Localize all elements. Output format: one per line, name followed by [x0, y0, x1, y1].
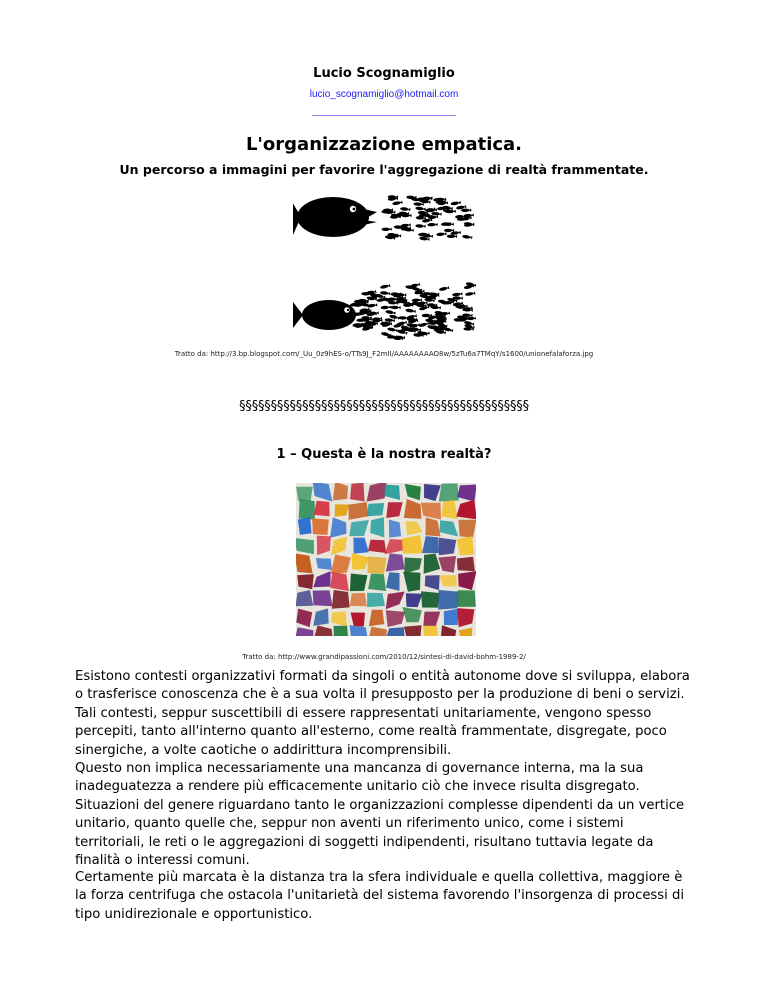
figure1-caption: Tratto da: http://3.bp.blogspot.com/_Uu_0z9hES-o/TTs9J_F2mII/AAAAAAAAO8w/5zTu6a7TMqY/s1600/unionefalaforza.jpg — [174, 350, 594, 358]
document-title: L'organizzazione empatica. — [245, 134, 523, 155]
fish-illustration — [293, 190, 476, 340]
document-subtitle: Un percorso a immagini per favorire l'aggregazione di realtà frammentate. — [119, 162, 649, 177]
paragraph-2: Questo non implica necessariamente una mancanza di governance interna, ma la sua inadeguatezza a rendere più efficacemente unitario ciò che invece risulta disgregato. Situazioni del genere riguardano tanto le organizzazioni complesse dipendenti da un vertice unitario, quanto quelle che, seppur non aventi un riferimento unico, come i sistemi territoriali, le reti o le aggregazioni di soggetti indipendenti, risultano tuttavia legate da finalità o interessi comuni. — [75, 761, 685, 869]
author-name: Lucio Scognamiglio — [313, 66, 455, 81]
figure2-caption: Tratto da: http://www.grandipassioni.com/2010/12/sintesi-di-david-bohm-1989-2/ — [242, 653, 526, 661]
paragraph-3: Certamente più marcata è la distanza tra la sfera individuale e quella collettiva, maggiore è la forza centrifuga che ostacola l'unitarietà del sistema favorendo l'insorgenza di processi di tipo unidirezionale e opportunistico. — [75, 870, 685, 922]
section-heading: 1 – Questa è la nostra realtà? — [276, 447, 492, 462]
paragraph-1: Esistono contesti organizzativi formati da singoli o entità autonome dove si sviluppa, elabora o trasferisce conoscenza che è a sua volta il presupposto per la produzione di beni o servizi. Tali contesti, seppur suscettibili di essere rappresentati unitariamente, vengono spesso percepiti, tanto all'interno quanto all'esterno, come realtà frammentate, disgregate, poco sinergiche, a volte caotiche o addirittura incomprensibili. — [75, 669, 690, 758]
mosaic-image — [296, 483, 476, 636]
section-separator: §§§§§§§§§§§§§§§§§§§§§§§§§§§§§§§§§§§§§§§§§§§§§§ — [239, 399, 529, 414]
header-divider — [312, 115, 456, 116]
author-email-link[interactable]: lucio_scognamiglio@hotmail.com — [309, 89, 459, 100]
